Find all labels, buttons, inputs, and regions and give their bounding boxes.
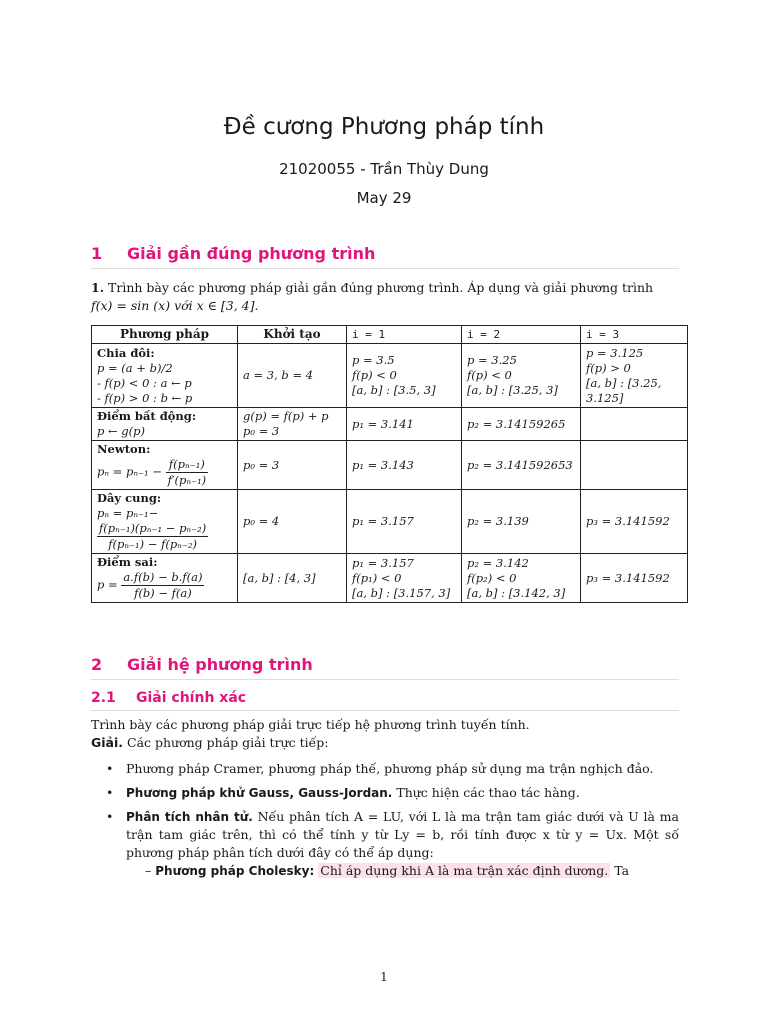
section-number: 1	[91, 244, 103, 263]
method-cell	[92, 441, 238, 490]
date-line: May 29	[356, 189, 412, 207]
method-line: - f(p) > 0 : b ← p	[97, 390, 193, 405]
iter-line: [a, b] : [3.5, 3]	[352, 383, 436, 397]
bullet-icon: •	[106, 761, 114, 776]
sub-bullet-text: Ta	[614, 863, 630, 878]
iter-cell	[347, 344, 462, 408]
iter-cell: p₂ = 3.141592653	[462, 441, 581, 490]
bullet-bold: Phương pháp khử Gauss, Gauss-Jordan.	[126, 786, 393, 800]
subsection-number: 2.1	[91, 690, 116, 706]
sub-bullet-bold: Phương pháp Cholesky:	[155, 864, 315, 878]
method-formula	[97, 570, 232, 601]
section-2-intro	[91, 716, 679, 752]
init-line: g(p) = f(p) + p	[243, 409, 329, 423]
methods-list	[91, 760, 679, 868]
fraction	[166, 457, 209, 488]
method-name: Dây cung:	[97, 491, 162, 505]
iter-cell: p₁ = 3.143	[347, 441, 462, 490]
bullet-text: Nếu phân tích A = LU, với L là ma trận tam giác dưới và U là ma trận tam giác trên, thì có thể tính y từ Ly = b, rồi tính được x từ y = Ux. Một số phương pháp phân tích dưới đây có thể áp dụng:	[126, 809, 679, 860]
list-item	[106, 760, 679, 778]
question-equation: f(x) = sin (x) với x ∈ [3, 4].	[91, 298, 259, 313]
method-name: Điểm bất động:	[97, 409, 197, 423]
iter-cell	[581, 441, 688, 490]
bullet-text: Phương pháp Cramer, phương pháp thế, phương pháp sử dụng ma trận nghịch đảo.	[126, 761, 654, 776]
iter-line: p = 3.125	[586, 345, 644, 360]
bullet-icon: •	[106, 809, 114, 824]
methods-table	[91, 325, 688, 603]
sub-list-item	[145, 862, 679, 880]
method-cell	[92, 408, 238, 441]
author-line: 21020055 - Trần Thùy Dung	[279, 160, 489, 178]
document-title: Đề cương Phương pháp tính	[223, 114, 545, 140]
subsection-2-1-heading	[91, 690, 679, 711]
method-name: Newton:	[97, 442, 151, 456]
table-header: i = 2	[462, 326, 581, 344]
highlighted-text: Chỉ áp dụng khi A là ma trận xác định dương.	[320, 863, 609, 878]
section-1-heading	[91, 244, 679, 269]
fraction-denominator: f(pₙ₋₁) − f(pₙ₋₂)	[108, 537, 198, 551]
table-header: Phương pháp	[92, 326, 238, 344]
fraction-numerator: f(pₙ₋₁)	[166, 457, 209, 473]
table-row	[92, 554, 688, 603]
iter-line: f(p) > 0	[586, 360, 631, 375]
page-number: 1	[380, 970, 388, 984]
init-cell	[238, 408, 347, 441]
method-formula	[97, 457, 232, 488]
iter-line: p₁ = 3.157	[352, 555, 414, 570]
iter-line: f(p₂) < 0	[467, 570, 517, 585]
method-name: Điểm sai:	[97, 555, 158, 569]
section-title: Giải hệ phương trình	[127, 655, 313, 674]
table-header-row	[92, 326, 688, 344]
fraction	[97, 521, 208, 552]
method-name: Chia đôi:	[97, 345, 155, 360]
table-row	[92, 344, 688, 408]
iter-line: [a, b] : [3.25, 3]	[467, 383, 558, 397]
iter-cell	[581, 344, 688, 408]
intro-text: Trình bày các phương pháp giải trực tiếp hệ phương trình tuyến tính.	[91, 717, 530, 732]
section-number: 2	[91, 655, 103, 674]
iter-cell: p₃ = 3.141592	[581, 490, 688, 554]
method-cell	[92, 344, 238, 408]
fraction-denominator: f′(pₙ₋₁)	[167, 473, 207, 487]
bullet-text: Thực hiện các thao tác hàng.	[396, 785, 580, 800]
bullet-icon: •	[106, 785, 114, 800]
init-cell: p₀ = 4	[238, 490, 347, 554]
section-title: Giải gần đúng phương trình	[127, 244, 376, 263]
init-line: p₀ = 3	[243, 424, 280, 438]
method-line: - f(p) < 0 : a ← p	[97, 375, 192, 390]
list-item	[106, 784, 679, 802]
iter-cell	[581, 408, 688, 441]
iter-cell	[462, 554, 581, 603]
iter-line: p = 3.5	[352, 353, 395, 367]
dash-icon: –	[145, 863, 152, 878]
question-1	[91, 279, 679, 315]
iter-line: f(p) < 0	[467, 368, 512, 382]
iter-cell: p₁ = 3.141	[347, 408, 462, 441]
init-cell: p₀ = 3	[238, 441, 347, 490]
list-item	[106, 808, 679, 862]
fraction-numerator: f(pₙ₋₁)(pₙ₋₁ − pₙ₋₂)	[99, 521, 207, 535]
iter-cell: p₁ = 3.157	[347, 490, 462, 554]
iter-line: p₂ = 3.142	[467, 555, 529, 570]
table-header: i = 1	[347, 326, 462, 344]
answer-line	[91, 734, 679, 752]
iter-line: [a, b] : [3.25, 3.125]	[586, 375, 662, 405]
answer-label: Giải.	[91, 735, 124, 750]
iter-cell: p₂ = 3.139	[462, 490, 581, 554]
formula-left: p =	[97, 577, 118, 592]
question-text: Trình bày các phương pháp giải gần đúng phương trình. Áp dụng và giải phương trình	[108, 280, 654, 295]
bullet-bold: Phân tích nhân tử.	[126, 810, 253, 824]
fraction-denominator: f(b) − f(a)	[134, 586, 192, 600]
table-row	[92, 490, 688, 554]
method-line: p = (a + b)/2	[97, 360, 173, 375]
formula-left: pₙ = pₙ₋₁−	[97, 506, 159, 520]
method-cell	[92, 554, 238, 603]
iter-line: [a, b] : [3.142, 3]	[467, 585, 566, 600]
iter-line: f(p₁) < 0	[352, 570, 402, 585]
table-row	[92, 441, 688, 490]
subsection-title: Giải chính xác	[136, 690, 247, 706]
iter-line: [a, b] : [3.157, 3]	[352, 585, 451, 600]
answer-text: Các phương pháp giải trực tiếp:	[127, 735, 329, 750]
iter-cell	[347, 554, 462, 603]
iter-cell: p₃ = 3.141592	[581, 554, 688, 603]
iter-cell	[462, 344, 581, 408]
section-2-heading	[91, 655, 679, 680]
iter-line: f(p) < 0	[352, 368, 397, 382]
table-header: Khởi tạo	[238, 326, 347, 344]
init-cell: [a, b] : [4, 3]	[238, 554, 347, 603]
fraction-numerator: a.f(b) − b.f(a)	[123, 570, 203, 584]
question-number: 1.	[91, 280, 105, 295]
table-row	[92, 408, 688, 441]
method-cell	[92, 490, 238, 554]
method-line: p ← g(p)	[97, 424, 146, 438]
fraction	[121, 570, 204, 601]
table-header: i = 3	[581, 326, 688, 344]
init-cell: a = 3, b = 4	[238, 344, 347, 408]
iter-line: p = 3.25	[467, 353, 517, 367]
iter-cell: p₂ = 3.14159265	[462, 408, 581, 441]
formula-left: pₙ = pₙ₋₁ −	[97, 464, 162, 479]
